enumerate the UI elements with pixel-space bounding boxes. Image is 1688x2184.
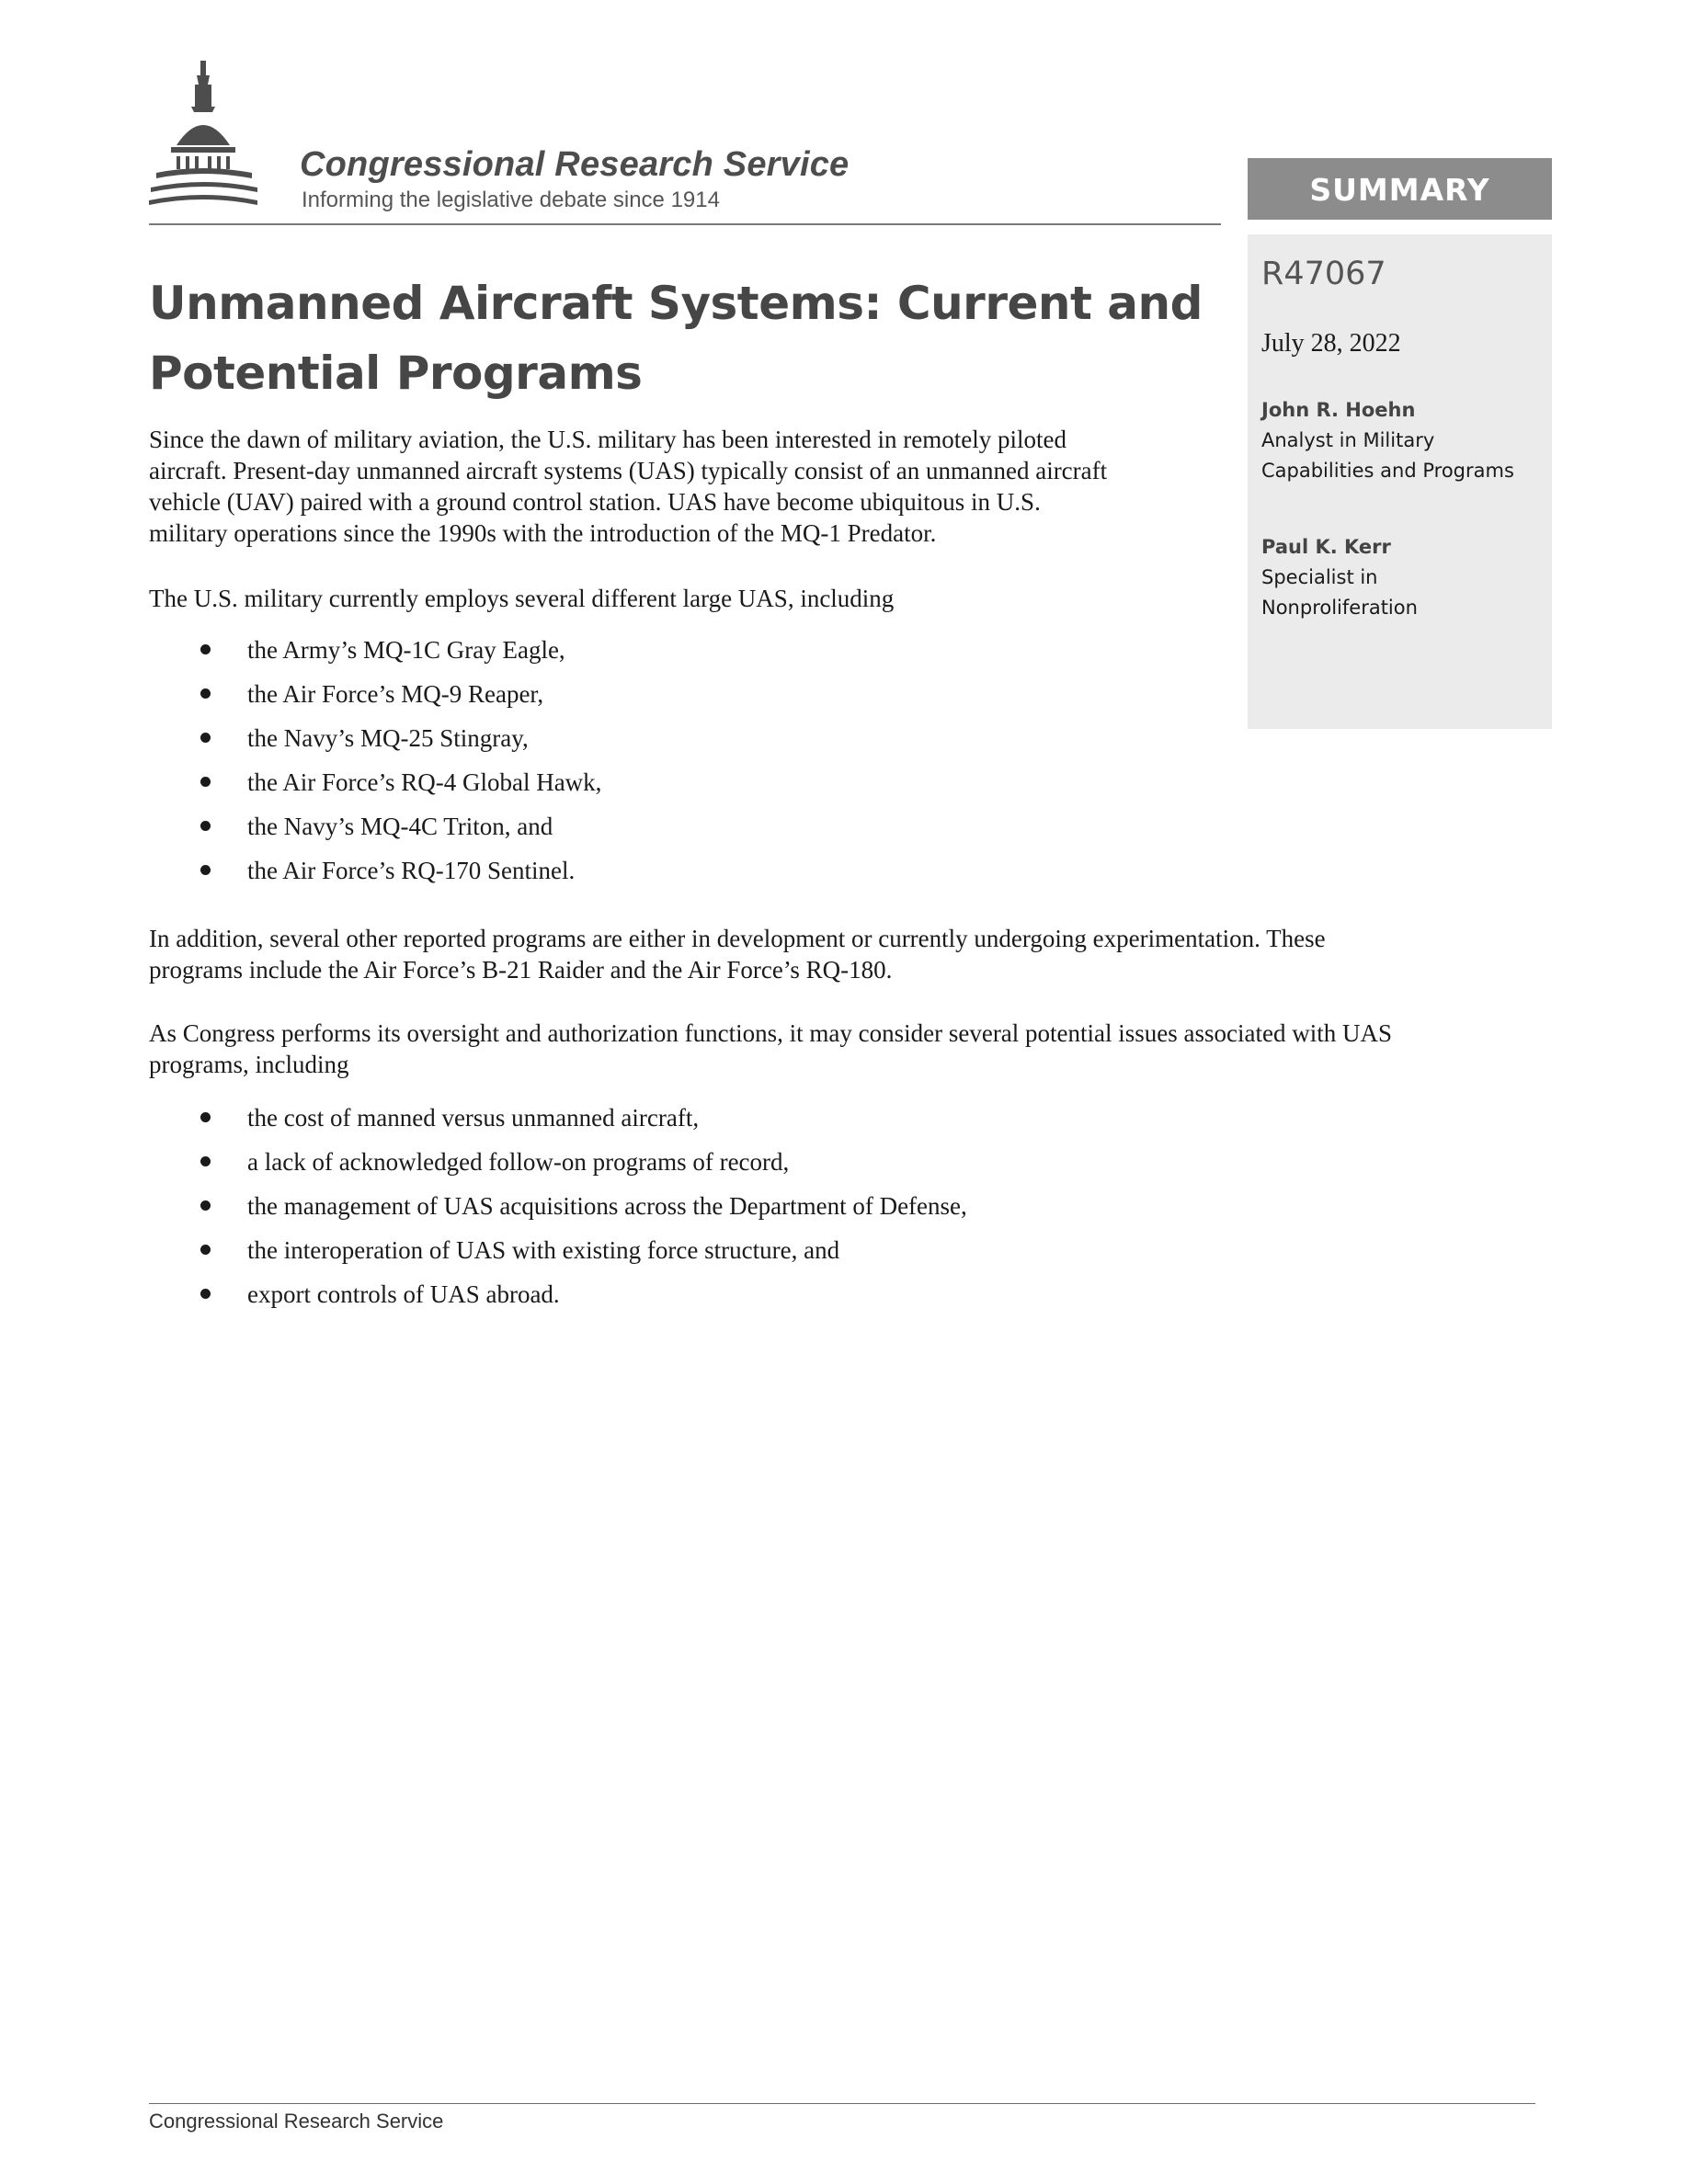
bullet-icon	[200, 1112, 211, 1122]
list-item-text: the Navy’s MQ-25 Stingray,	[247, 724, 529, 752]
document-title	[149, 268, 1203, 408]
author-title-line: Nonproliferation	[1261, 597, 1418, 619]
author-block	[1261, 395, 1537, 486]
header-divider	[149, 223, 1221, 225]
list-item-text: the Air Force’s MQ-9 Reaper,	[247, 680, 544, 708]
list-item-text: the Air Force’s RQ-4 Global Hawk,	[247, 768, 602, 796]
bullet-icon	[200, 865, 211, 875]
org-tagline: Informing the legislative debate since 1914	[302, 188, 720, 212]
org-name: Congressional Research Service	[300, 145, 850, 184]
bullet-icon	[200, 777, 211, 787]
bullet-icon	[200, 688, 211, 699]
author-title-line: Specialist in	[1261, 566, 1378, 588]
paragraph-line: vehicle (UAV) paired with a ground control station. UAS have become ubiquitous in U.S.	[149, 488, 1041, 516]
author-title-line: Capabilities and Programs	[1261, 460, 1514, 482]
addition-paragraph	[149, 923, 1326, 985]
congress-paragraph	[149, 1018, 1392, 1080]
paragraph-line: military operations since the 1990s with the introduction of the MQ-1 Predator.	[149, 519, 937, 547]
author-name: Paul K. Kerr	[1261, 536, 1391, 558]
bullet-icon	[200, 1289, 211, 1299]
paragraph-line: aircraft. Present-day unmanned aircraft systems (UAS) typically consist of an unmanned aircraft	[149, 457, 1108, 484]
list-item-text: the Navy’s MQ-4C Triton, and	[247, 813, 553, 840]
author-block	[1261, 532, 1537, 623]
paragraph-line: programs include the Air Force’s B-21 Raider and the Air Force’s RQ-180.	[149, 956, 893, 984]
summary-heading: SUMMARY	[1248, 158, 1552, 220]
bullet-icon	[200, 1200, 211, 1211]
report-date: July 28, 2022	[1261, 329, 1401, 358]
bullet-icon	[200, 733, 211, 743]
list-item-text: the interoperation of UAS with existing force structure, and	[247, 1236, 840, 1264]
paragraph-line: Since the dawn of military aviation, the U.S. military has been interested in remotely piloted	[149, 426, 1066, 453]
bullet-icon	[200, 821, 211, 831]
list-item-text: export controls of UAS abroad.	[247, 1280, 560, 1308]
list-item-text: the cost of manned versus unmanned aircraft,	[247, 1104, 700, 1132]
intro-paragraph	[149, 424, 1107, 549]
list-item-text: the management of UAS acquisitions across the Department of Defense,	[247, 1192, 967, 1220]
bullet-icon	[200, 1156, 211, 1166]
report-number: R47067	[1261, 256, 1386, 292]
paragraph-line: The U.S. military currently employs several different large UAS, including	[149, 585, 895, 612]
footer-divider	[149, 2103, 1535, 2104]
paragraph-line: In addition, several other reported programs are either in development or currently undergoing experimentation. These	[149, 925, 1326, 952]
bullet-icon	[200, 644, 211, 654]
author-title-line: Analyst in Military	[1261, 429, 1435, 451]
list-item-text: the Air Force’s RQ-170 Sentinel.	[247, 857, 576, 884]
capitol-dome-logo-icon	[149, 61, 257, 221]
footer-text: Congressional Research Service	[149, 2110, 444, 2133]
author-name: John R. Hoehn	[1261, 399, 1416, 421]
programs-lead-paragraph	[149, 583, 894, 614]
paragraph-line: programs, including	[149, 1051, 349, 1078]
bullet-icon	[200, 1245, 211, 1255]
list-item-text: a lack of acknowledged follow-on programs of record,	[247, 1148, 790, 1176]
title-line: Potential Programs	[149, 347, 643, 400]
list-item-text: the Army’s MQ-1C Gray Eagle,	[247, 636, 565, 664]
paragraph-line: As Congress performs its oversight and authorization functions, it may consider several potential issues associated with UAS	[149, 1019, 1392, 1047]
title-line: Unmanned Aircraft Systems: Current and	[149, 277, 1203, 330]
